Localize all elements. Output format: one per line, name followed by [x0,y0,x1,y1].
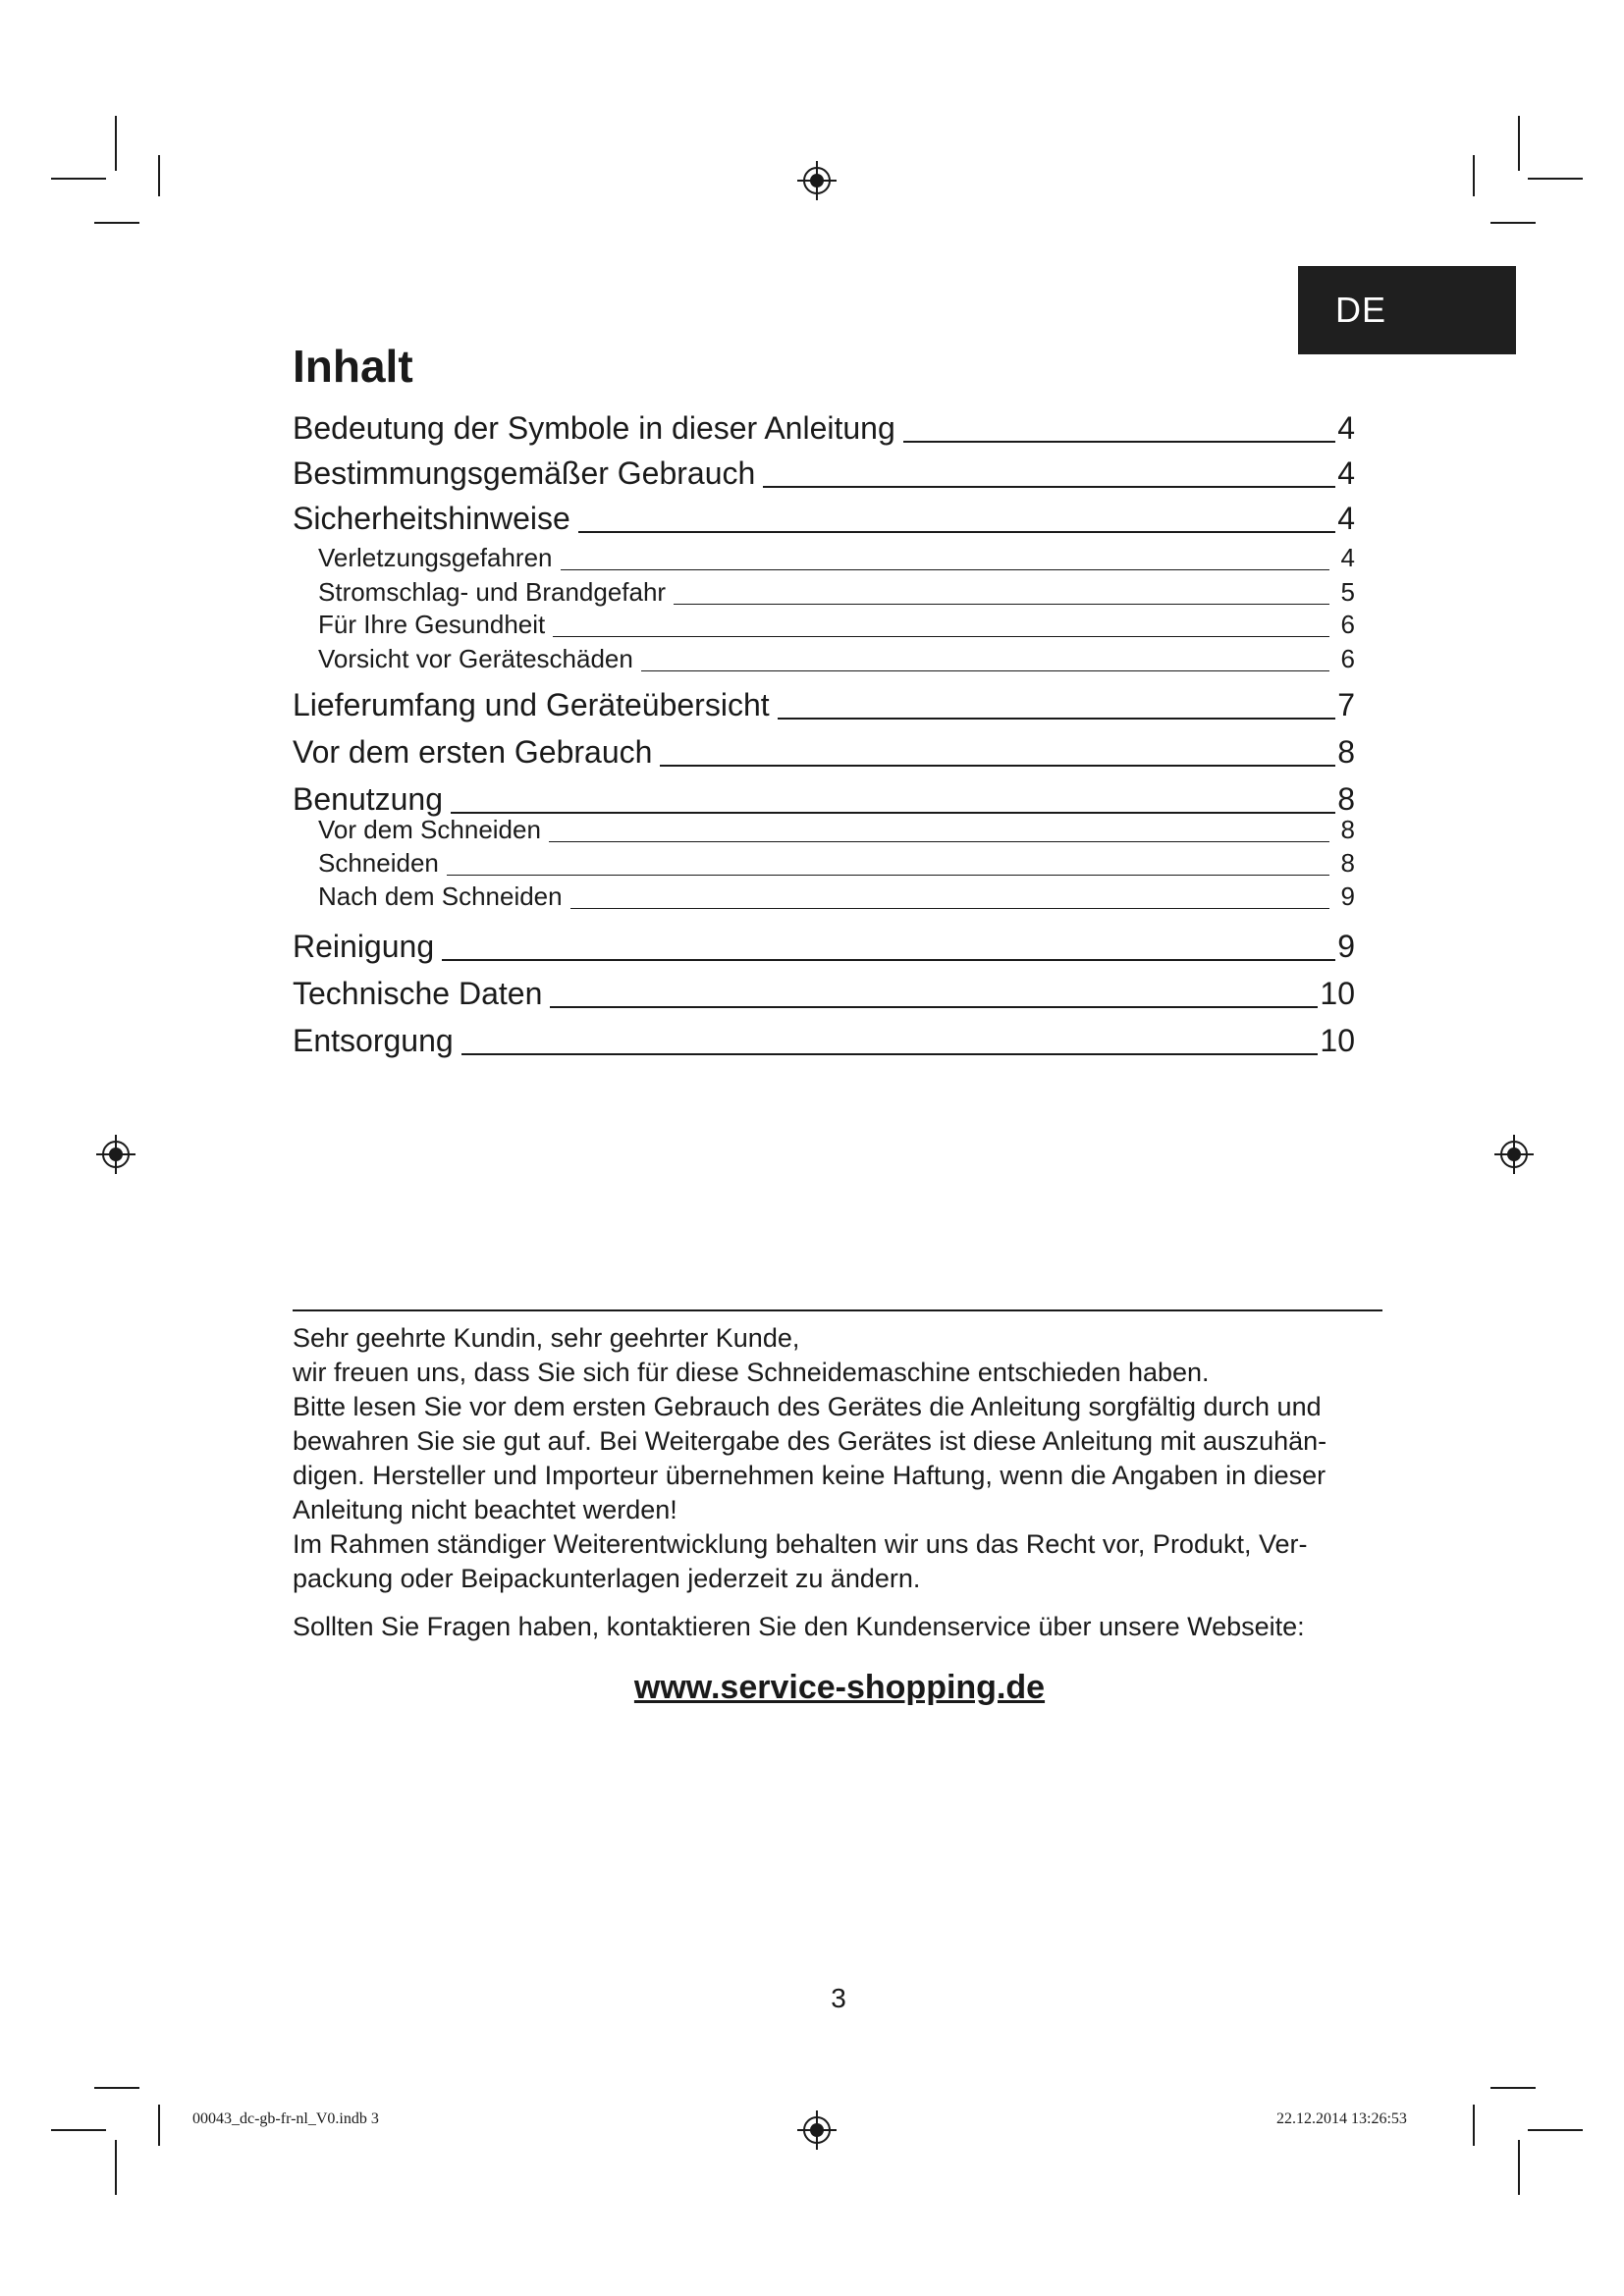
toc-leader-line [903,441,1335,443]
toc-leader-line [578,531,1335,533]
toc-leader-line [561,569,1329,570]
toc-entry[interactable] [293,929,1355,965]
registration-mark-icon [797,2110,837,2150]
toc-entry-page: 9 [1340,881,1355,911]
toc-entry[interactable] [293,610,1355,640]
toc-entry-page: 10 [1320,1023,1355,1058]
toc-entry-page: 5 [1340,577,1355,607]
toc-entry-label: Vor dem ersten Gebrauch [293,734,653,770]
toc-entry-page: 8 [1337,734,1355,770]
toc-entry[interactable] [293,687,1355,723]
toc-entry-page: 7 [1337,687,1355,722]
toc-entry[interactable] [293,815,1355,845]
toc-entry[interactable] [293,881,1355,912]
toc-entry-label: Verletzungsgefahren [318,543,553,572]
toc-entry-page: 4 [1337,455,1355,491]
toc-entry-page: 4 [1340,543,1355,572]
toc-leader-line [763,486,1335,488]
toc-entry-label: Benutzung [293,781,444,817]
registration-mark-icon [96,1135,135,1174]
toc-entry[interactable] [293,410,1355,447]
toc-entry-page: 6 [1340,644,1355,673]
toc-leader-line [549,841,1329,842]
print-datetime: 22.12.2014 13:26:53 [1276,2110,1407,2127]
toc-leader-line [778,718,1336,720]
toc-leader-line [674,604,1328,605]
toc-leader-line [660,765,1335,767]
toc-entry-label: Technische Daten [293,976,543,1011]
toc-leader-line [641,670,1329,671]
toc-entry-page: 9 [1337,929,1355,964]
service-website-link[interactable]: www.service-shopping.de [633,1669,1046,1706]
toc-entry[interactable] [293,734,1355,771]
toc-entry-label: Nach dem Schneiden [318,881,563,911]
toc-entry-label: Reinigung [293,929,435,964]
toc-entry-page: 8 [1337,781,1355,817]
intro-paragraph: Im Rahmen ständiger Weiterentwicklung behalten wir uns das Recht vor, Produkt, Ver-packung oder Beipackunterlagen jederzeit zu ändern. [293,1529,1308,1593]
toc-entry-label: Entsorgung [293,1023,454,1058]
greeting: Sehr geehrte Kundin, sehr geehrter Kunde, [293,1323,800,1353]
toc-leader-line [570,908,1329,909]
toc-entry-page: 4 [1337,410,1355,446]
toc-leader-line [447,875,1329,876]
toc-entry-page: 6 [1340,610,1355,639]
toc-entry-label: Bestimmungsgemäßer Gebrauch [293,455,756,491]
intro-paragraph: wir freuen uns, dass Sie sich für diese Schneidemaschine entschieden haben. [293,1358,1210,1387]
contact-text: Sollten Sie Fragen haben, kontaktieren Sie den Kundenservice über unsere Webseite: [293,1612,1305,1641]
toc-entry-label: Für Ihre Gesundheit [318,610,546,639]
toc-leader-line [442,959,1335,961]
toc-entry[interactable] [293,577,1355,608]
toc-entry-page: 4 [1337,501,1355,536]
toc-entry[interactable] [293,781,1355,818]
toc-entry[interactable] [293,543,1355,573]
toc-leader-line [553,636,1328,637]
toc-entry-label: Vorsicht vor Geräteschäden [318,644,633,673]
toc-entry[interactable] [293,1023,1355,1059]
toc-entry-page: 10 [1320,976,1355,1011]
toc-entry[interactable] [293,848,1355,879]
intro-text [293,1321,1386,1644]
toc-leader-line [451,812,1335,814]
toc-entry-page: 8 [1340,848,1355,878]
toc-entry-label: Lieferumfang und Geräteübersicht [293,687,770,722]
toc-entry[interactable] [293,455,1355,492]
toc-entry[interactable] [293,644,1355,674]
intro-paragraph: Bitte lesen Sie vor dem ersten Gebrauch des Gerätes die Anleitung sorgfältig durch und bewahren Sie sie gut auf. Bei Weitergabe des Gerätes ist diese Anleitung mit auszuhän-digen. Hersteller und Importeur übernehmen keine Haftung, wenn die Angaben in dieser Anleitung nicht beachtet werden! [293,1392,1327,1524]
language-tab: DE [1298,266,1516,354]
toc-entry[interactable] [293,976,1355,1012]
toc-entry-label: Vor dem Schneiden [318,815,541,844]
toc-entry-label: Bedeutung der Symbole in dieser Anleitung [293,410,895,446]
registration-mark-icon [797,161,837,200]
file-slug: 00043_dc-gb-fr-nl_V0.indb 3 [192,2110,379,2127]
toc-entry-label: Schneiden [318,848,439,878]
toc-entry-label: Stromschlag- und Brandgefahr [318,577,667,607]
page-number: 3 [831,1983,846,2013]
section-divider [293,1309,1382,1311]
toc-entry[interactable] [293,501,1355,537]
toc-entry-label: Sicherheitshinweise [293,501,570,536]
toc-leader-line [550,1006,1318,1008]
toc-leader-line [461,1053,1319,1055]
registration-mark-icon [1494,1135,1534,1174]
toc-entry-page: 8 [1340,815,1355,844]
toc-title: Inhalt [293,341,413,392]
